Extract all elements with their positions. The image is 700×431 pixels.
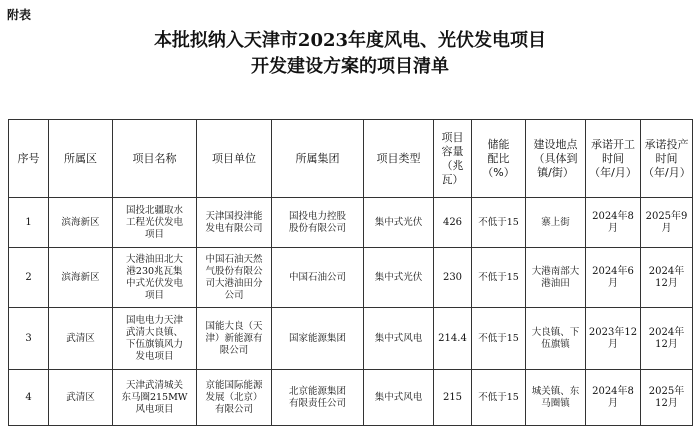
title-line-2: 开发建设方案的项目清单 xyxy=(251,56,449,77)
cell-group: 北京能源集团 有限责任公司 xyxy=(272,370,364,426)
cell-capacity: 426 xyxy=(434,198,472,248)
cell-storage-ratio: 不低于15 xyxy=(472,370,526,426)
attachment-label: 附表 xyxy=(7,8,32,22)
cell-no: 4 xyxy=(9,370,49,426)
cell-project-name: 国投北疆取水 工程光伏发电 项目 xyxy=(113,198,197,248)
cell-project-unit: 天津国投津能 发电有限公司 xyxy=(197,198,272,248)
cell-district: 滨海新区 xyxy=(49,248,113,308)
table-row xyxy=(9,370,693,426)
cell-project-name: 大港油田北大 港230兆瓦集 中式光伏发电 项目 xyxy=(113,248,197,308)
cell-project-type: 集中式光伏 xyxy=(364,248,434,308)
table-row xyxy=(9,308,693,370)
cell-start-time: 2024年6月 xyxy=(586,248,641,308)
cell-storage-ratio: 不低于15 xyxy=(472,198,526,248)
cell-no: 3 xyxy=(9,308,49,370)
table-row xyxy=(9,198,693,248)
cell-project-name: 天津武清城关 东马圈215MW 风电项目 xyxy=(113,370,197,426)
cell-no: 1 xyxy=(9,198,49,248)
cell-project-name: 国电电力天津 武清大良镇、 下伍旗镇风力 发电项目 xyxy=(113,308,197,370)
cell-project-type: 集中式光伏 xyxy=(364,198,434,248)
cell-project-unit: 京能国际能源 发展（北京） 有限公司 xyxy=(197,370,272,426)
table-row xyxy=(9,248,693,308)
cell-storage-ratio: 不低于15 xyxy=(472,248,526,308)
header-capacity: 项目 容量 （兆 瓦） xyxy=(434,120,472,198)
cell-no: 2 xyxy=(9,248,49,308)
header-production-time: 承诺投产 时间 （年/月） xyxy=(641,120,693,198)
header-location: 建设地点 （具体到 镇/街） xyxy=(526,120,586,198)
cell-location: 城关镇、东 马圈镇 xyxy=(526,370,586,426)
cell-start-time: 2024年8月 xyxy=(586,198,641,248)
header-project-unit: 项目单位 xyxy=(197,120,272,198)
project-list-table xyxy=(8,119,693,426)
cell-location: 大港南部大 港油田 xyxy=(526,248,586,308)
cell-production-time: 2024年12月 xyxy=(641,248,693,308)
cell-capacity: 215 xyxy=(434,370,472,426)
cell-project-type: 集中式风电 xyxy=(364,308,434,370)
title-line-1: 本批拟纳入天津市2023年度风电、光伏发电项目 xyxy=(153,30,547,51)
header-district: 所属区 xyxy=(49,120,113,198)
cell-project-type: 集中式风电 xyxy=(364,370,434,426)
cell-capacity: 214.4 xyxy=(434,308,472,370)
cell-capacity: 230 xyxy=(434,248,472,308)
cell-project-unit: 中国石油天然 气股份有限公 司大港油田分 公司 xyxy=(197,248,272,308)
cell-project-unit: 国能大良（天 津）新能源有 限公司 xyxy=(197,308,272,370)
header-project-name: 项目名称 xyxy=(113,120,197,198)
cell-district: 武清区 xyxy=(49,370,113,426)
header-no: 序号 xyxy=(9,120,49,198)
cell-start-time: 2023年12月 xyxy=(586,308,641,370)
cell-group: 中国石油公司 xyxy=(272,248,364,308)
cell-district: 滨海新区 xyxy=(49,198,113,248)
cell-start-time: 2024年8月 xyxy=(586,370,641,426)
header-project-type: 项目类型 xyxy=(364,120,434,198)
cell-group: 国家能源集团 xyxy=(272,308,364,370)
cell-location: 寨上街 xyxy=(526,198,586,248)
cell-storage-ratio: 不低于15 xyxy=(472,308,526,370)
header-storage-ratio: 储能 配比 （%） xyxy=(472,120,526,198)
cell-location: 大良镇、下 伍旗镇 xyxy=(526,308,586,370)
cell-production-time: 2025年12月 xyxy=(641,370,693,426)
header-group: 所属集团 xyxy=(272,120,364,198)
cell-district: 武清区 xyxy=(49,308,113,370)
cell-production-time: 2024年12月 xyxy=(641,308,693,370)
document-title xyxy=(0,28,700,80)
cell-group: 国投电力控股 股份有限公司 xyxy=(272,198,364,248)
table-header-row xyxy=(9,120,693,198)
header-start-time: 承诺开工 时间 （年/月） xyxy=(586,120,641,198)
cell-production-time: 2025年9月 xyxy=(641,198,693,248)
